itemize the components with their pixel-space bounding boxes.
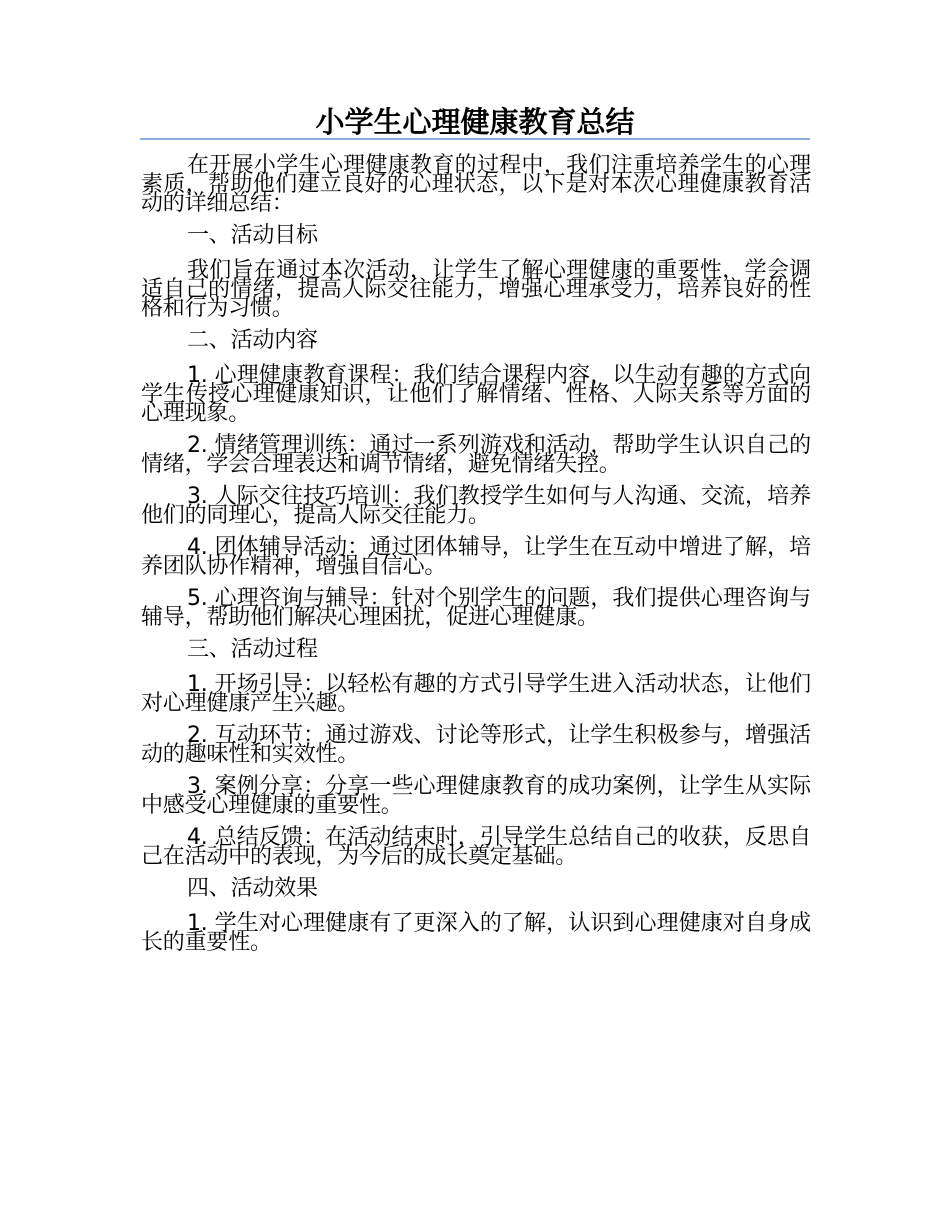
section-heading-process: 三、活动过程 — [187, 637, 318, 662]
process-item: 2. 互动环节：通过游戏、讨论等形式，让学生积极参与，增强活动的趣味性和实效性。 — [141, 723, 811, 767]
section-heading-effects: 四、活动效果 — [187, 876, 318, 901]
document-title: 小学生心理健康教育总结 — [315, 105, 635, 139]
process-item: 4. 总结反馈：在活动结束时，引导学生总结自己的收获，反思自己在活动中的表现，为今后的成长奠定基础。 — [141, 825, 811, 869]
intro-paragraph: 在开展小学生心理健康教育的过程中，我们注重培养学生的心理素质，帮助他们建立良好的心理状态，以下是对本次心理健康教育活动的详细总结： — [141, 153, 811, 216]
content-item: 3. 人际交往技巧培训：我们教授学生如何与人沟通、交流，培养他们的同理心，提高人际交往能力。 — [141, 484, 811, 528]
content-item: 5. 心理咨询与辅导：针对个别学生的问题，我们提供心理咨询与辅导，帮助他们解决心理困扰，促进心理健康。 — [141, 586, 811, 630]
content-item: 1. 心理健康教育课程：我们结合课程内容，以生动有趣的方式向学生传授心理健康知识，让他们了解情绪、性格、人际关系等方面的心理现象。 — [141, 363, 811, 426]
section-heading-content: 二、活动内容 — [187, 328, 318, 353]
section-heading-goals: 一、活动目标 — [187, 223, 318, 248]
content-item: 4. 团体辅导活动：通过团体辅导，让学生在互动中增进了解，培养团队协作精神，增强自信心。 — [141, 535, 811, 579]
goals-paragraph: 我们旨在通过本次活动，让学生了解心理健康的重要性，学会调适自己的情绪，提高人际交往能力，增强心理承受力，培养良好的性格和行为习惯。 — [141, 258, 811, 321]
effects-item: 1. 学生对心理健康有了更深入的了解，认识到心理健康对自身成长的重要性。 — [141, 911, 811, 955]
process-item: 1. 开场引导：以轻松有趣的方式引导学生进入活动状态，让他们对心理健康产生兴趣。 — [141, 672, 811, 716]
title-underline — [140, 138, 810, 140]
content-item: 2. 情绪管理训练：通过一系列游戏和活动，帮助学生认识自己的情绪，学会合理表达和调节情绪，避免情绪失控。 — [141, 433, 811, 477]
document-body — [141, 153, 811, 965]
process-item: 3. 案例分享：分享一些心理健康教育的成功案例，让学生从实际中感受心理健康的重要性。 — [141, 774, 811, 818]
